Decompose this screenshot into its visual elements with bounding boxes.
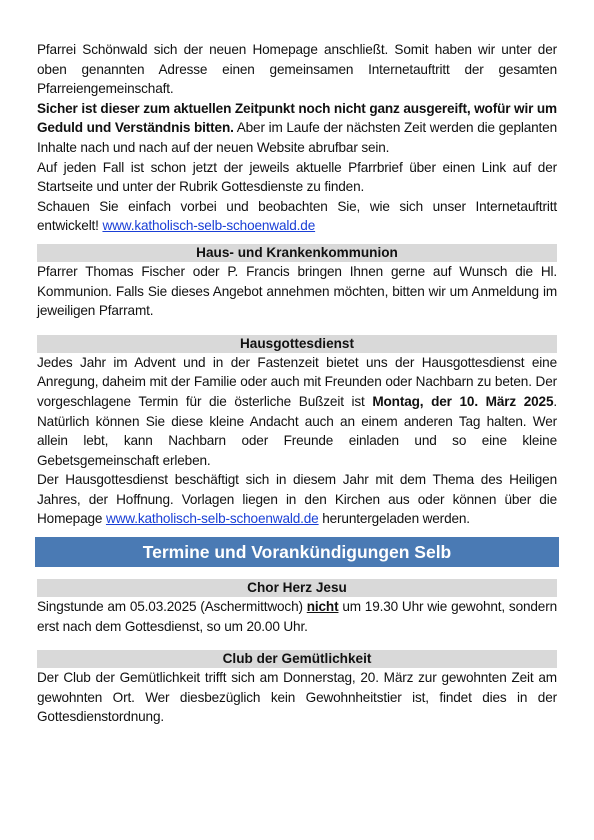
section-banner: Termine und Vorankündigungen Selb — [35, 537, 559, 567]
intro-link-note: Auf jeden Fall ist schon jetzt der jeweils aktuelle Pfarrbrief über einen Link auf der Startseite und unter der Rubrik Gottesdienste zu finden. — [37, 159, 557, 195]
section-heading-chor: Chor Herz Jesu — [37, 579, 557, 597]
homepage-link-2[interactable]: www.katholisch-selb-schoenwald.de — [105, 511, 319, 527]
section-heading-club: Club der Gemütlichkeit — [37, 650, 557, 668]
hauskommunion-text: Pfarrer Thomas Fischer oder P. Francis bringen Ihnen gerne auf Wunsch die Hl. Kommunion. Falls Sie dieses Angebot annehmen möchten, bitten wir um Anmeldung im jeweiligen Pfarramt. — [37, 263, 557, 319]
hausgottesdienst-date: Montag, der 10. März 2025 — [372, 393, 554, 409]
hausgottesdienst-text-a: Jedes Jahr im Advent und in der Fastenzeit bietet uns der Hausgottesdienst eine Anregung, daheim mit der Familie oder auch mit Freunden oder Nachbarn zu beten. Der vorgeschlagene Termin für die österliche Bußzeit ist — [37, 354, 557, 409]
intro-after-bold: Aber im Laufe der nächsten Zeit werden die geplanten Inhalte nach und nach auf der neuen Website abrufbar sein. — [37, 120, 557, 155]
chor-text — [37, 597, 557, 636]
club-text: Der Club der Gemütlichkeit trifft sich am Donnerstag, 20. März zur gewohnten Zeit am gewohnten Ort. Wer diesbezüglich kein Gewohnheitstier ist, findet dies in der Gottesdienstordnung. — [37, 670, 557, 725]
chor-text-b: um 19.30 Uhr wie gewohnt, sondern erst nach dem Gottesdienst, so um 20.00 Uhr. — [37, 599, 558, 634]
chor-text-a: Singstunde am 05.03.2025 (Aschermittwoch) — [37, 599, 307, 615]
homepage-link[interactable]: www.katholisch-selb-schoenwald.de — [102, 218, 316, 234]
intro-bold-text: Sicher ist dieser zum aktuellen Zeitpunkt noch nicht ganz ausgereift, wofür wir um Geduld und Verständnis bitten. — [37, 100, 557, 136]
intro-invite: Schauen Sie einfach vorbei und beobachten Sie, wie sich unser Internetauftritt entwickelt! — [37, 198, 557, 234]
hausgottesdienst-text-b: . Natürlich können Sie diese kleine Andacht auch an einem anderen Tag halten. Wer allein lebt, kann Nachbarn oder Freunde einladen und so eine kleine Gebetsgemeinschaft erleben. — [37, 393, 557, 468]
hausgottesdienst-text-c: Der Hausgottesdienst beschäftigt sich in diesem Jahr mit dem Thema des Heiligen Jahres, der Hoffnung. Vorlagen liegen in den Kirchen aus oder können über die Homepage — [37, 472, 557, 527]
hausgottesdienst-text-d: heruntergeladen werden. — [318, 511, 470, 527]
intro-paragraph — [37, 40, 557, 236]
intro-text: Pfarrei Schönwald sich der neuen Homepage anschließt. Somit haben wir unter der oben genannten Adresse einen gemeinsamen Internetauftritt der gesamten Pfarreiengemeinschaft. — [37, 42, 557, 97]
section-heading-hauskommunion: Haus- und Krankenkommunion — [37, 244, 557, 262]
section-heading-hausgottesdienst: Hausgottesdienst — [37, 335, 557, 353]
page-content — [37, 40, 557, 727]
hausgottesdienst-paragraph-1 — [37, 353, 557, 529]
chor-not-emphasis: nicht — [306, 599, 339, 615]
